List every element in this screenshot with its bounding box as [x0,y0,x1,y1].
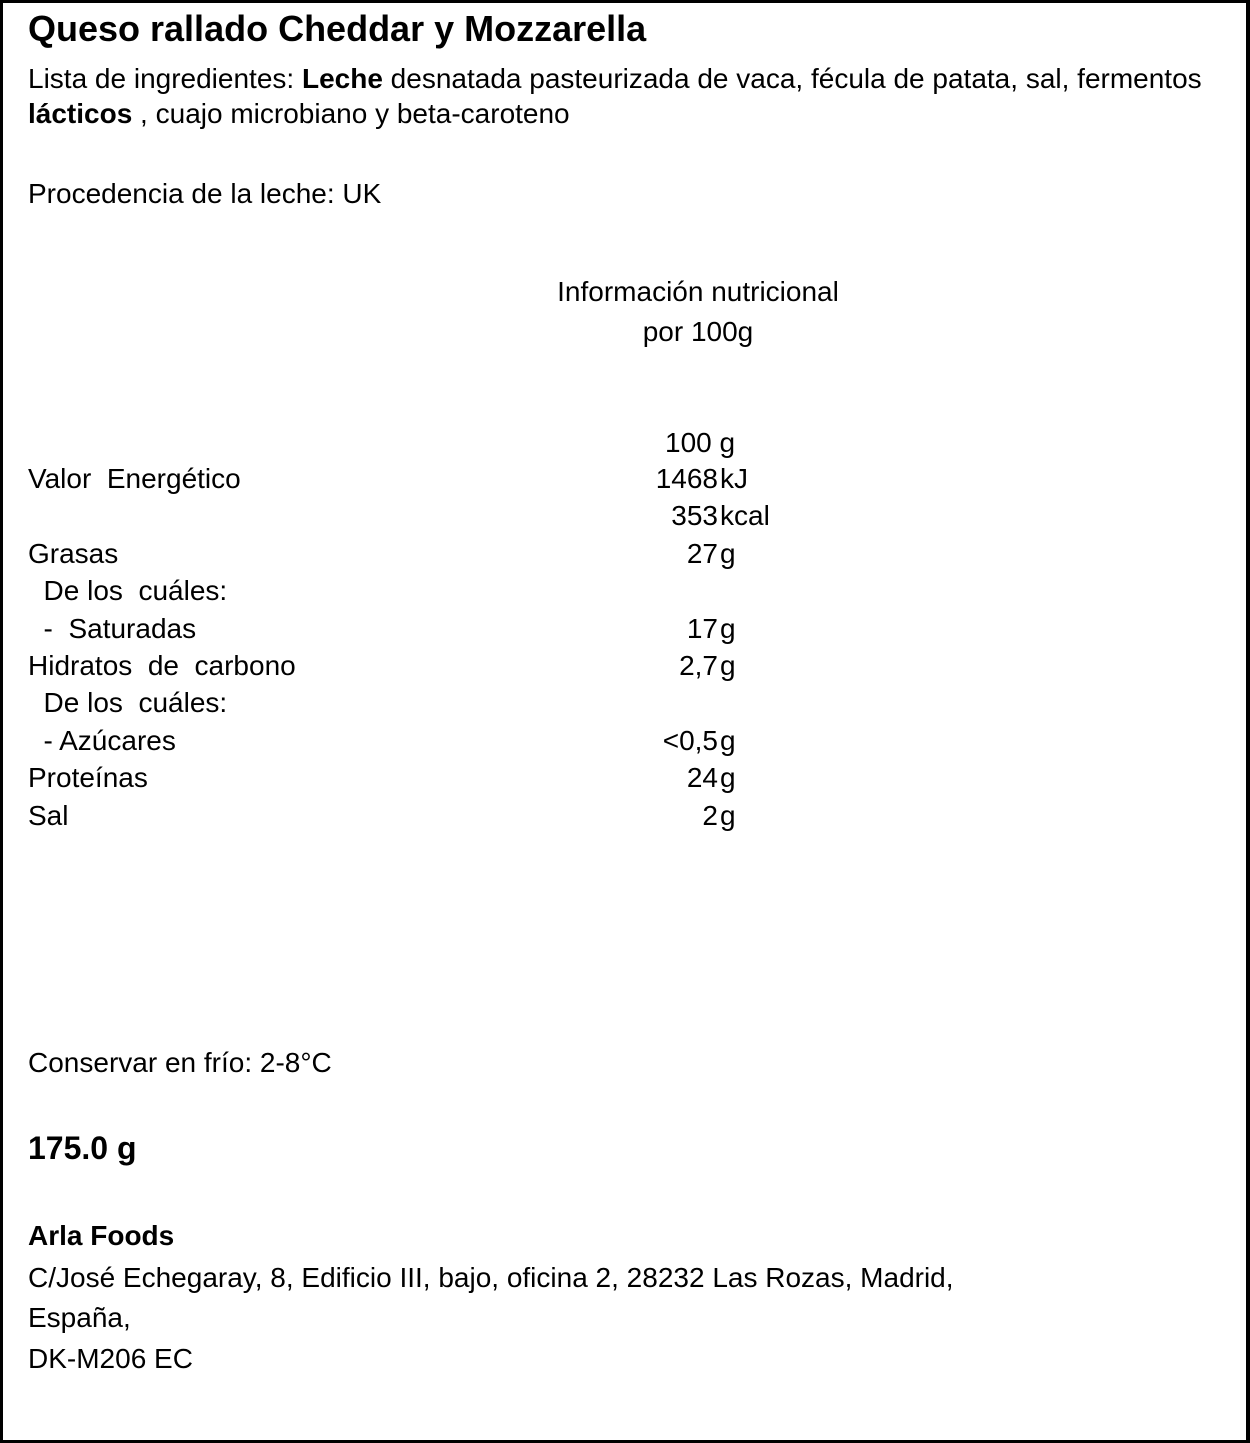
nutrition-row-label: Grasas [28,538,119,569]
nutrition-row-label: Sal [28,800,69,831]
milk-origin: Procedencia de la leche: UK [28,178,382,209]
nutrition-row-unit: kcal [720,500,770,531]
nutrition-row-label: - Azúcares [28,725,176,756]
nutrition-row-value: 24 [686,762,718,793]
nutrition-row-value: 1468 [655,463,718,494]
nutrition-row-unit: g [720,762,736,793]
nutrition-heading: Información nutricional [557,276,839,307]
ingredients-text-2: desnatada pasteurizada de vaca, fécula de patata, sal, fermentos [382,63,1202,94]
nutrition-column-header: 100 g [665,427,736,458]
nutrition-row-unit: g [720,613,736,644]
company-address-line2: España, [28,1302,131,1333]
ingredients-prefix: Lista de ingredientes: [28,63,302,94]
company-address-line1: C/José Echegaray, 8, Edificio III, bajo, oficina 2, 28232 Las Rozas, Madrid, [28,1262,954,1293]
nutrition-row-value: 2,7 [679,650,718,681]
nutrition-row-unit: g [720,725,736,756]
nutrition-row-value: 353 [671,500,718,531]
nutrition-row-label: Proteínas [28,762,148,793]
net-weight: 175.0 g [28,1130,137,1166]
allergen-leche: Leche [301,63,383,94]
nutrition-row-label: De los cuáles: [28,687,228,718]
nutrition-row-value: 17 [686,613,718,644]
ingredients-text-3: , cuajo microbiano y beta-caroteno [132,98,570,129]
product-title: Queso rallado Cheddar y Mozzarella [28,8,647,49]
company-name: Arla Foods [28,1220,175,1251]
nutrition-row-unit: g [720,800,736,831]
nutrition-row-unit: g [720,650,736,681]
nutrition-row-label: De los cuáles: [28,575,228,606]
nutrition-row-unit: kJ [720,463,748,494]
storage-instructions: Conservar en frío: 2-8°C [28,1047,332,1078]
nutrition-row-label: Valor Energético [28,463,241,494]
nutrition-heading-sub: por 100g [642,316,754,347]
nutrition-row-value: <0,5 [662,725,718,756]
nutrition-row-value: 2 [702,800,718,831]
allergen-lacticos: lácticos [28,98,133,129]
nutrition-row-label: Hidratos de carbono [28,650,296,681]
ingredients-list [28,61,1208,131]
nutrition-row-unit: g [720,538,736,569]
company-code: DK-M206 EC [28,1343,193,1374]
nutrition-row-value: 27 [686,538,718,569]
nutrition-row-label: - Saturadas [28,613,197,644]
